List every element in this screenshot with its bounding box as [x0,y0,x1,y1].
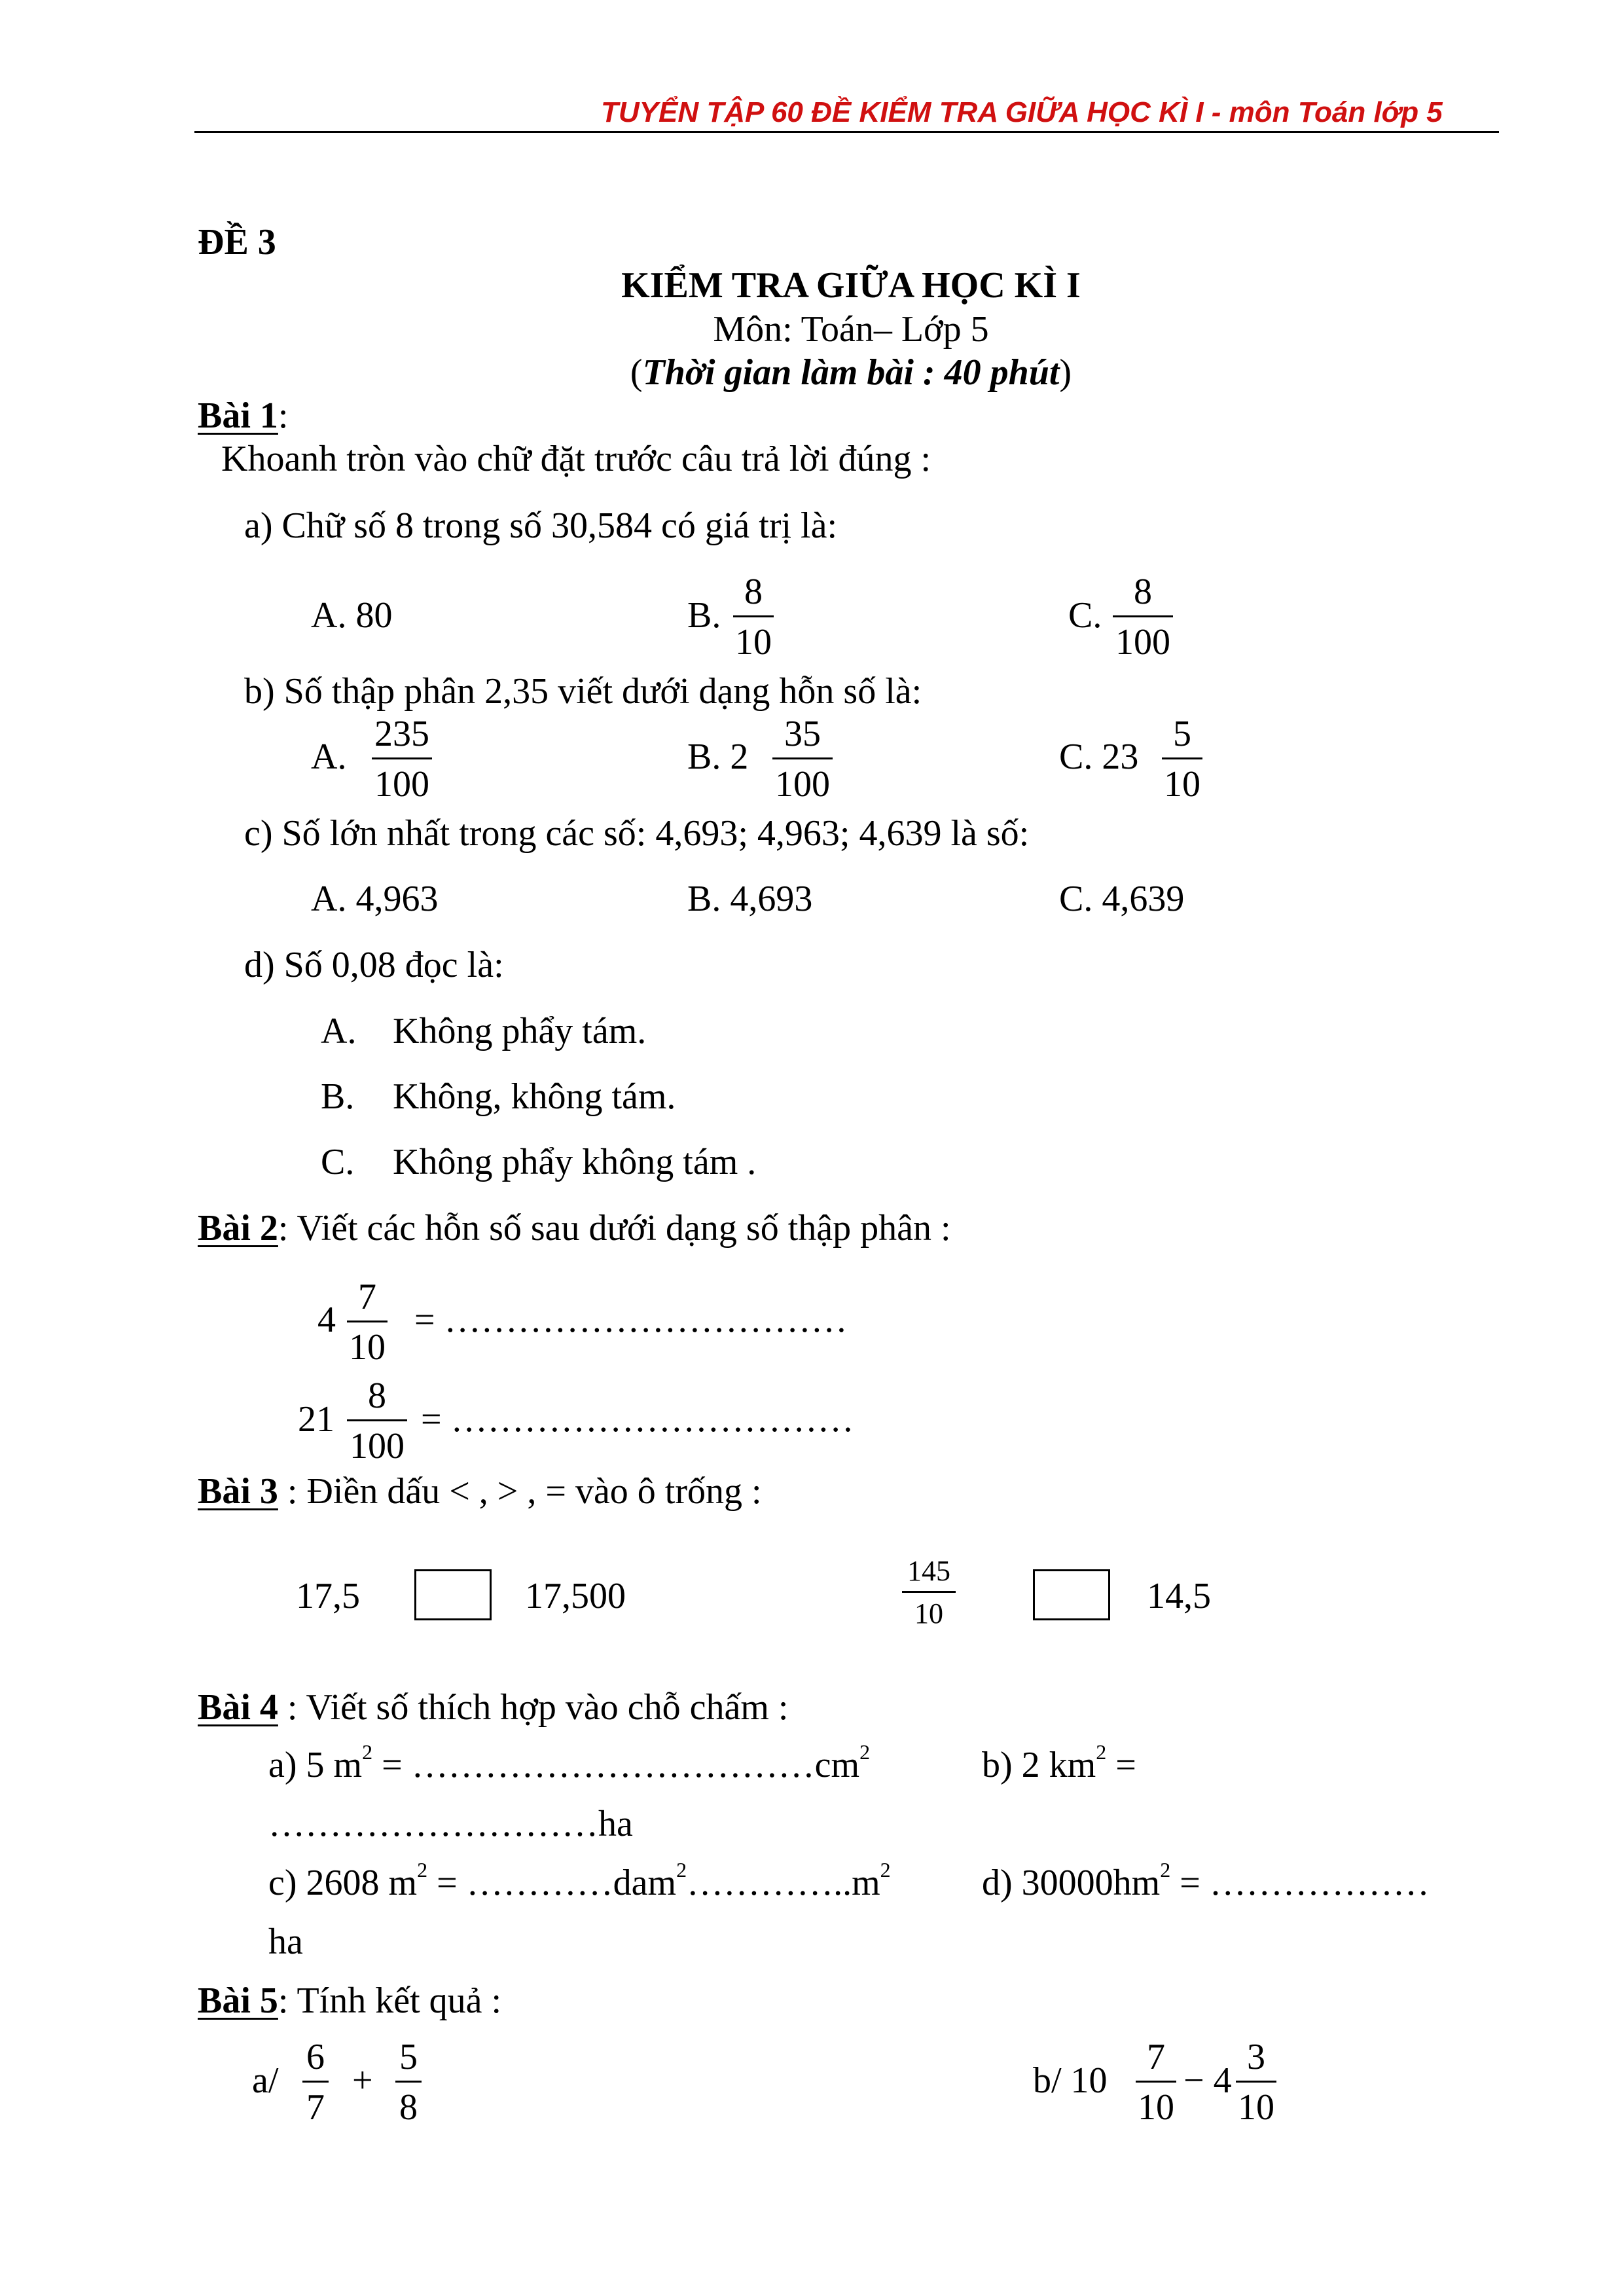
bai1d-option-b-text: Không, không tám. [393,1076,676,1117]
bai4-d: d) $30000hm^2$ = ……………… [982,1858,1430,1903]
bai1d-option-a-letter: A. [321,1011,357,1051]
bai2-heading: Bài 2: Viết các hỗn số sau dưới dạng số thập phân : [198,1208,951,1248]
bai4-a: a) 5 $m^2$ = $\dots\dots\dots\dots\dots\dots\dots\dots\dots\dots\dots cm^2$ [268,1740,871,1785]
bai1b-option-a-fraction: $\frac{235}{100}$ [372,716,432,803]
bai3-left-value: 17,5 [296,1576,360,1616]
bai4-c: c) 2608 $m^2$ = $\dots\dots\dots\dots dam^2\dots\dots\dots\dots..m^2$ [268,1858,891,1903]
bai1-instruction: Khoanh tròn vào chữ đặt trước câu trả lời đúng : [221,439,931,479]
bai1d-question: d) Số 0,08 đọc là: [244,945,504,985]
bai1d-option-a-text: Không phẩy tám. [393,1011,647,1051]
bai1d-option-c-letter: C. [321,1142,355,1182]
bai1d-option-c-text: Không phẩy không tám . [393,1142,757,1182]
bai5b-label: b/ 10 [1033,2060,1108,2101]
bai5a-operator: + [352,2060,373,2101]
bai1b-question: b) Số thập phân 2,35 viết dưới dạng hỗn số là: [244,671,922,712]
bai5b-fraction-2: $\frac{3}{10}$ [1236,2039,1276,2126]
bai1d-option-b-letter: B. [321,1076,355,1117]
bai2-item1-fraction: $\frac{7}{10}$ [347,1279,388,1366]
bai1b-option-a-label: A. [311,737,347,777]
bai1a-question: a) Chữ số 8 trong số 30,584 có giá trị là: [244,505,838,546]
exam-title: KIỂM TRA GIỮA HỌC KÌ I [621,265,1081,306]
bai5b-fraction-1: $\frac{7}{10}$ [1136,2039,1176,2126]
exam-subject: Môn: Toán– Lớp 5 [713,309,989,350]
bai5a-fraction-1: $\frac{6}{7}$ [302,2039,329,2126]
bai3-right-value-2: 14,5 [1147,1576,1211,1616]
bai1c-question: c) Số lớn nhất trong các số: 4,693; 4,963; 4,639 là số: [244,813,1030,854]
bai1b-option-b-fraction: $\frac{35}{100}$ [772,716,833,803]
bai1c-option-c: C. 4,639 [1059,879,1185,919]
bai1b-option-c-fraction: $\frac{5}{10}$ [1162,716,1202,803]
bai3-fraction: $\frac{145}{10}$ [902,1557,956,1628]
bai4-heading: Bài 4 : Viết số thích hợp vào chỗ chấm : [198,1687,789,1728]
bai1c-option-a: A. 4,963 [311,879,439,919]
bai1a-option-a: A. 80 [311,595,393,636]
bai5a-label: a/ [252,2060,279,2101]
exam-time: (Thời gian làm bài : 40 phút) [630,352,1072,393]
bai1b-option-b-label: B. 2 [687,737,749,777]
bai1a-option-c-label: C. [1068,595,1102,636]
bai4-b-line2: ………………………ha [268,1804,633,1844]
bai2-item1-blank: = …………………………… [414,1300,848,1340]
bai1-heading: Bài 1: [198,395,289,436]
bai5b-operator: − 4 [1183,2060,1232,2101]
bai1c-option-b: B. 4,693 [687,879,813,919]
bai4-b: b) 2 $km^2$ = [982,1740,1136,1785]
bai2-item2-whole: 21 [298,1399,334,1440]
bai3-right-value: 17,500 [525,1576,626,1616]
bai1a-option-c-fraction: $\frac{8}{100}$ [1113,574,1173,661]
bai1a-option-b-label: B. [687,595,721,636]
bai3-answer-box-2[interactable] [1033,1569,1110,1620]
exam-number: ĐỀ 3 [198,222,276,263]
bai2-item1-whole: 4 [317,1300,336,1340]
bai4-d-line2: ha [268,1922,303,1962]
bai3-answer-box-1[interactable] [414,1569,492,1620]
bai1a-option-b-fraction: $\frac{8}{10}$ [733,574,774,661]
bai5a-fraction-2: $\frac{5}{8}$ [395,2039,422,2126]
bai3-heading: Bài 3 : Điền dấu < , > , = vào ô trống : [198,1471,762,1512]
bai2-item2-blank: = …………………………… [421,1399,854,1440]
running-header: TUYỂN TẬP 60 ĐỀ KIỂM TRA GIỮA HỌC KÌ I - môn Toán lớp 5 [601,96,1443,128]
bai5-heading: Bài 5: Tính kết quả : [198,1980,502,2021]
bai2-item2-fraction: $\frac{8}{100}$ [347,1377,407,1465]
header-rule [194,131,1499,133]
bai1b-option-c-label: C. 23 [1059,737,1139,777]
